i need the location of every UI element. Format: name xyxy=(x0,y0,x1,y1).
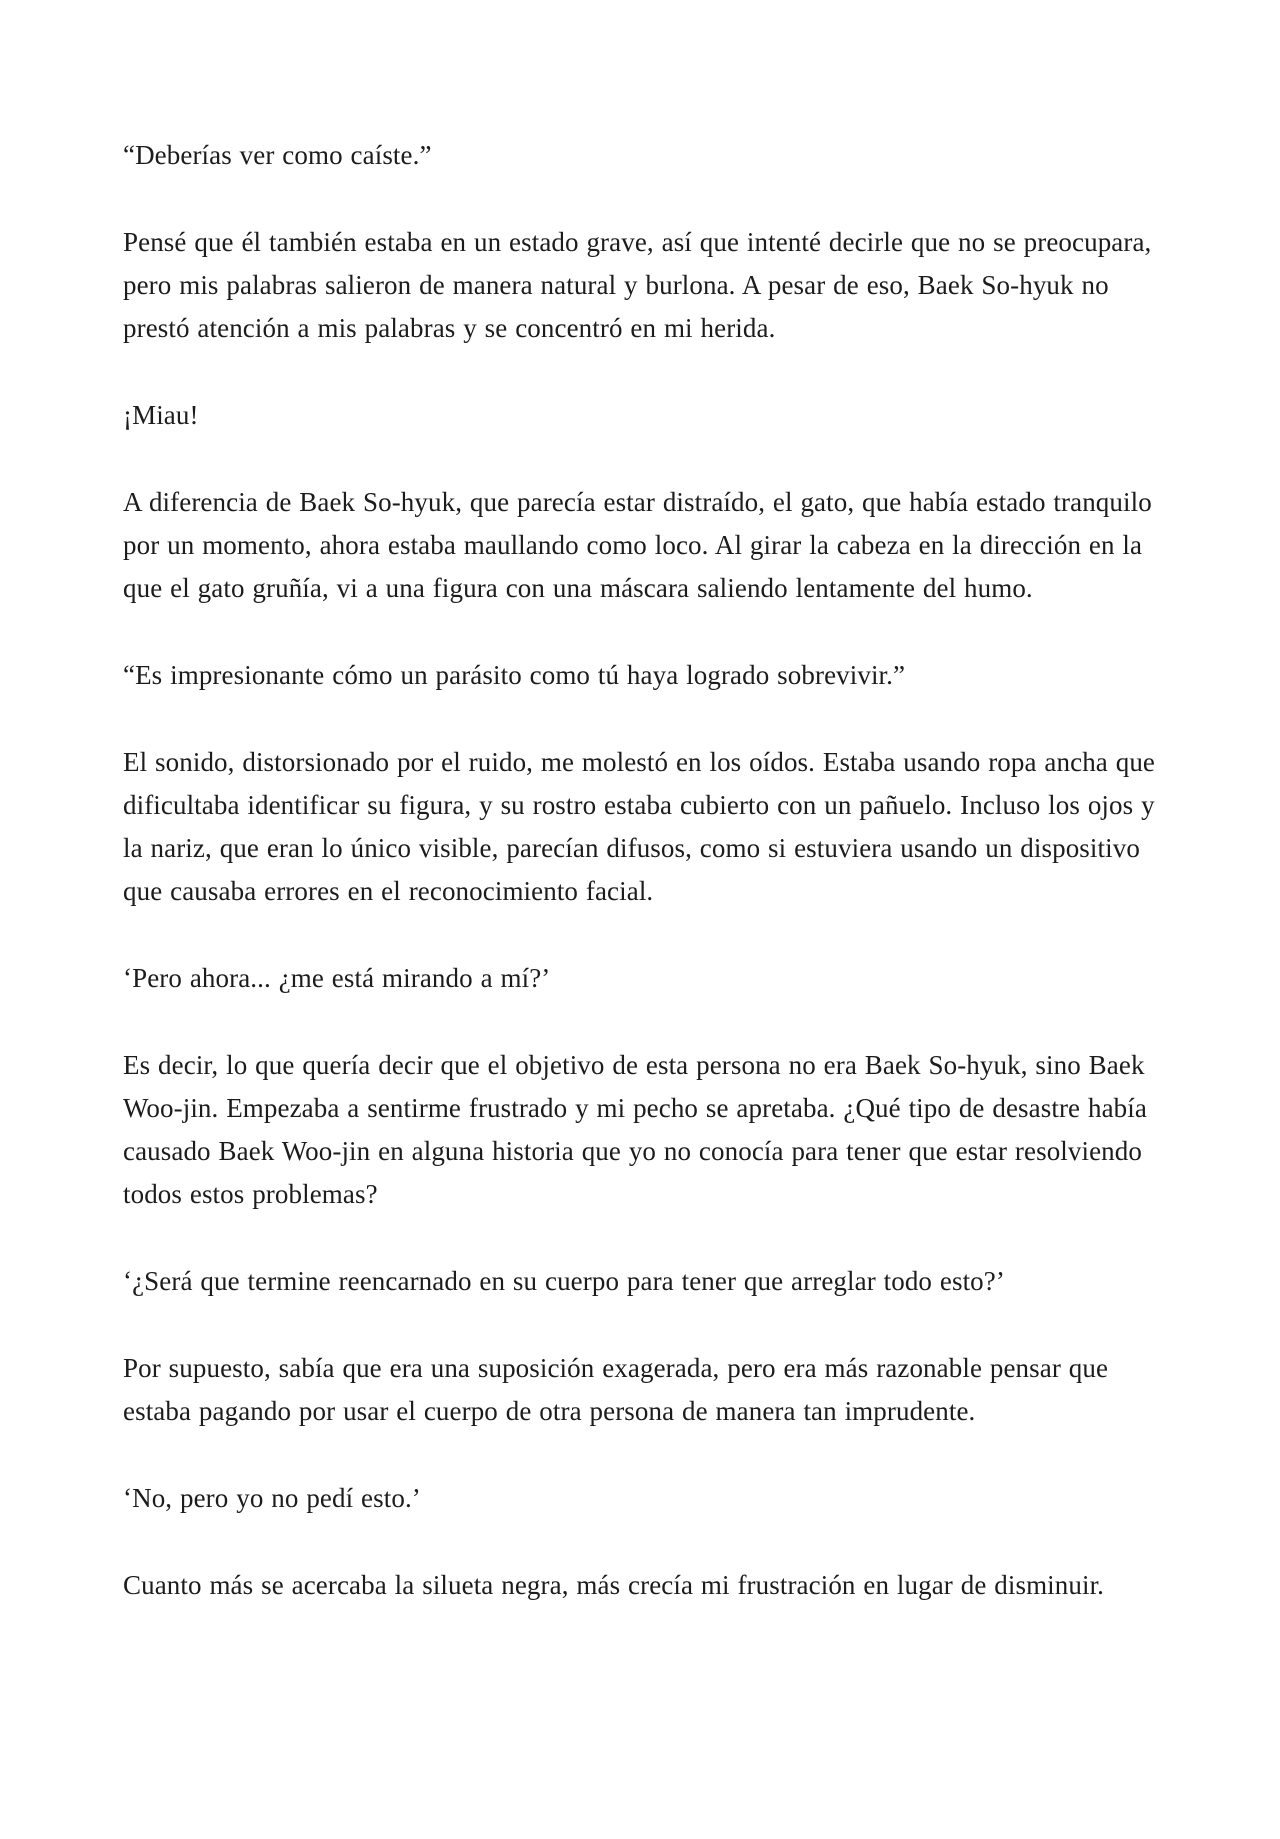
reader-page xyxy=(123,0,1157,1747)
paragraph-narration: A diferencia de Baek So-hyuk, que parecía estar distraído, el gato, que había estado tranquilo por un momento, ahora estaba maullando como loco. Al girar la cabeza en la dirección en la que el gato gruñía, vi a una figura con una máscara saliendo lentamente del humo. xyxy=(123,487,1152,603)
paragraph-dialogue: “Es impresionante cómo un parásito como tú haya logrado sobrevivir.” xyxy=(123,660,906,690)
paragraph-inner-thought: ‘Pero ahora... ¿me está mirando a mí?’ xyxy=(123,963,551,993)
paragraph-narration: El sonido, distorsionado por el ruido, me molestó en los oídos. Estaba usando ropa ancha que dificultaba identificar su figura, y su rostro estaba cubierto con un pañuelo. Incluso los ojos y la nariz, que eran lo único visible, parecían difusos, como si estuviera usando un dispositivo que causaba errores en el reconocimiento facial. xyxy=(123,747,1156,906)
paragraph-dialogue: “Deberías ver como caíste.” xyxy=(123,140,432,170)
paragraph-narration: Cuanto más se acercaba la silueta negra, más crecía mi frustración en lugar de disminuir. xyxy=(123,1570,1105,1600)
paragraph-narration: Pensé que él también estaba en un estado grave, así que intenté decirle que no se preocupara, pero mis palabras salieron de manera natural y burlona. A pesar de eso, Baek So-hyuk no prestó atención a mis palabras y se concentró en mi herida. xyxy=(123,227,1152,343)
paragraph-inner-thought: ‘No, pero yo no pedí esto.’ xyxy=(123,1483,421,1513)
paragraph-cat-sound: ¡Miau! xyxy=(123,400,199,430)
paragraph-inner-thought: ‘¿Será que termine reencarnado en su cuerpo para tener que arreglar todo esto?’ xyxy=(123,1266,1005,1296)
paragraph-narration: Es decir, lo que quería decir que el objetivo de esta persona no era Baek So-hyuk, sino Baek Woo-jin. Empezaba a sentirme frustrado y mi pecho se apretaba. ¿Qué tipo de desastre había causado Baek Woo-jin en alguna historia que yo no conocía para tener que estar resolviendo todos estos problemas? xyxy=(123,1050,1147,1209)
novel-text-content xyxy=(123,134,1157,1607)
paragraph-narration: Por supuesto, sabía que era una suposición exagerada, pero era más razonable pensar que estaba pagando por usar el cuerpo de otra persona de manera tan imprudente. xyxy=(123,1353,1109,1426)
